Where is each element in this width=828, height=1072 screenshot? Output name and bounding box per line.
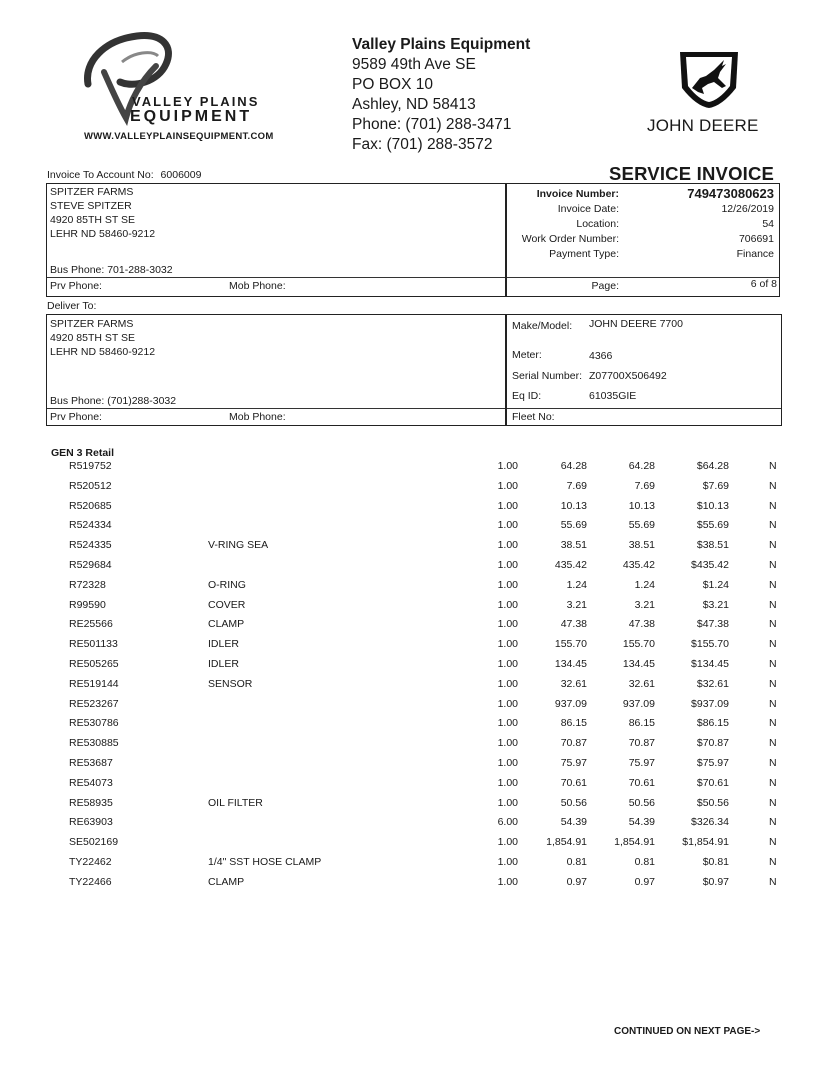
net-price: 155.70 [622,638,655,651]
unit-price: 3.21 [566,598,587,611]
item-quantity: 1.00 [497,796,518,809]
part-number: RE54073 [69,776,113,789]
tax-flag: N [769,875,777,888]
item-quantity: 1.00 [497,757,518,769]
tax-flag: N [769,836,777,849]
tax-flag: N [769,618,777,631]
serial-number-label: Serial Number: [512,370,583,382]
part-number: RE505265 [69,658,119,670]
meter-label: Meter: [512,349,542,361]
eq-id-label: Eq ID: [512,390,542,402]
deliver-to-prv-phone: Prv Phone: [50,411,102,423]
tax-flag: N [769,479,777,492]
table-row [0,658,828,678]
net-price: 50.56 [628,796,655,809]
extended-price: $64.28 [696,460,729,472]
payment-type-label: Payment Type: [549,248,619,260]
tax-flag: N [769,796,777,809]
part-number: RE519144 [69,677,119,690]
item-description: IDLER [208,658,239,670]
table-row [0,777,828,797]
extended-price: $1.24 [702,578,729,591]
item-quantity: 1.00 [497,856,518,868]
net-price: 47.38 [628,618,655,631]
bill-to-line-1: SPITZER FARMS [50,186,134,198]
invoice-number-label: Invoice Number: [536,188,619,200]
extended-price: $70.87 [696,737,729,750]
net-price: 75.97 [628,757,655,769]
location-value: 54 [762,218,774,230]
account-line [47,169,201,181]
net-price: 70.61 [628,776,655,789]
table-row [0,638,828,658]
bill-to-line-3: 4920 85TH ST SE [50,214,136,226]
net-price: 937.09 [622,697,655,710]
logo-line-1: VALLEY PLAINS [132,94,260,109]
table-row [0,500,828,520]
item-quantity: 1.00 [497,479,518,492]
tax-flag: N [769,816,777,829]
item-description: OIL FILTER [208,796,263,809]
part-number: R519752 [69,460,112,472]
table-row [0,579,828,599]
item-description: COVER [208,598,246,611]
tax-flag: N [769,677,777,690]
item-quantity: 1.00 [497,697,518,710]
item-quantity: 1.00 [497,836,518,849]
item-description: O-RING [208,578,246,591]
unit-price: 1,854.91 [546,836,587,849]
net-price: 55.69 [628,519,655,532]
extended-price: $86.15 [696,717,729,730]
deliver-to-box [46,314,506,426]
page-number: 6 of 8 [750,278,777,290]
unit-price: 10.13 [560,499,587,512]
extended-price: $3.21 [702,598,729,611]
john-deere-wordmark: JOHN DEERE [647,116,759,135]
unit-price: 54.39 [560,816,587,829]
unit-price: 75.97 [560,757,587,769]
item-quantity: 1.00 [497,875,518,888]
item-quantity: 1.00 [497,776,518,789]
make-model-label: Make/Model: [512,320,573,332]
table-row [0,757,828,777]
continued-note: CONTINUED ON NEXT PAGE-> [614,1026,761,1037]
net-price: 86.15 [628,717,655,730]
item-quantity: 1.00 [497,578,518,591]
tax-flag: N [769,598,777,611]
deliver-to-line-2: 4920 85TH ST SE [50,332,136,344]
extended-price: $10.13 [696,499,729,512]
bill-to-bus-phone: Bus Phone: 701-288-3032 [50,264,173,276]
part-number: SE502169 [69,836,119,849]
table-row [0,836,828,856]
dealer-address-line-1: 9589 49th Ave SE [352,56,476,73]
dealer-city: Ashley, ND 58413 [352,96,476,113]
bill-to-line-4: LEHR ND 58460-9212 [50,228,156,240]
bill-to-prv-phone: Prv Phone: [50,280,102,292]
dealer-website: WWW.VALLEYPLAINSEQUIPMENT.COM [84,131,274,142]
bill-to-mob-phone: Mob Phone: [229,280,286,292]
deliver-to-divider [47,408,505,409]
part-number: R72328 [69,578,106,591]
work-order-number: 706691 [738,233,774,245]
eq-id: 61035GIE [589,390,637,402]
part-number: TY22462 [69,856,112,868]
part-number: R99590 [69,598,106,611]
bill-to-line-2: STEVE SPITZER [50,200,132,212]
net-price: 54.39 [628,816,655,829]
unit-price: 38.51 [560,539,587,552]
table-row [0,559,828,579]
deer-badge-icon [674,48,744,110]
extended-price: $55.69 [696,519,729,532]
net-price: 435.42 [622,559,655,571]
part-number: R524334 [69,519,112,532]
section-label: GEN 3 Retail [51,447,115,459]
deliver-to-mob-phone: Mob Phone: [229,411,286,423]
unit-price: 32.61 [560,677,587,690]
item-quantity: 1.00 [497,460,518,472]
dealer-address-block [352,35,612,155]
tax-flag: N [769,460,777,472]
extended-price: $50.56 [696,796,729,809]
unit-price: 70.61 [560,776,587,789]
unit-price: 155.70 [554,638,587,651]
part-number: RE53687 [69,757,113,769]
part-number: RE501133 [69,638,118,651]
deliver-to-line-3: LEHR ND 58460-9212 [50,346,156,358]
extended-price: $155.70 [691,638,729,651]
item-quantity: 1.00 [497,658,518,670]
table-row [0,856,828,876]
net-price: 7.69 [634,479,655,492]
meter-value: 4366 [589,350,613,362]
location-label: Location: [576,218,619,230]
net-price: 10.13 [628,499,655,512]
unit-price: 0.81 [566,856,587,868]
net-price: 32.61 [628,677,655,690]
deliver-to-line-1: SPITZER FARMS [50,318,134,330]
logo-line-2: EQUIPMENT [130,108,253,125]
table-row [0,618,828,638]
item-quantity: 1.00 [497,499,518,512]
net-price: 1.24 [634,578,655,591]
extended-price: $75.97 [696,757,729,769]
extended-price: $0.97 [702,875,729,888]
unit-price: 134.45 [554,658,587,670]
net-price: 0.97 [634,875,655,888]
extended-price: $1,854.91 [682,836,729,849]
unit-price: 55.69 [560,519,587,532]
extended-price: $134.45 [691,658,729,670]
tax-flag: N [769,499,777,512]
table-row [0,460,828,480]
item-description: CLAMP [208,618,245,631]
make-model: JOHN DEERE 7700 [589,318,683,330]
fleet-no-label: Fleet No: [512,411,555,423]
invoice-title: SERVICE INVOICE [609,163,775,184]
unit-price: 64.28 [560,460,587,472]
table-row [0,816,828,836]
tax-flag: N [769,717,777,730]
item-quantity: 1.00 [497,677,518,690]
unit-price: 86.15 [560,717,587,730]
invoice-number: 749473080623 [687,186,774,201]
net-price: 38.51 [628,539,655,552]
item-description: SENSOR [208,677,253,690]
unit-price: 7.69 [566,479,587,492]
unit-price: 47.38 [560,618,587,631]
invoice-date-label: Invoice Date: [557,203,619,215]
equipment-divider [507,408,781,409]
item-quantity: 1.00 [497,618,518,631]
extended-price: $7.69 [702,479,729,492]
net-price: 64.28 [628,460,655,472]
dealer-address-line-2: PO BOX 10 [352,76,433,93]
extended-price: $326.34 [691,816,729,829]
bill-to-divider [47,277,505,278]
part-number: R520685 [69,499,112,512]
tax-flag: N [769,856,777,868]
dealer-fax: Fax: (701) 288-3572 [352,136,493,153]
item-quantity: 1.00 [497,638,518,651]
part-number: RE25566 [69,618,113,631]
account-number: 6006009 [160,169,202,181]
table-row [0,480,828,500]
net-price: 1,854.91 [614,836,655,849]
account-label: Invoice To Account No: [47,169,154,181]
table-row [0,539,828,559]
serial-number: Z07700X506492 [589,370,667,382]
tax-flag: N [769,519,777,532]
net-price: 0.81 [634,856,655,868]
tax-flag: N [769,757,777,769]
extended-price: $937.09 [691,697,729,710]
extended-price: $435.42 [691,559,729,571]
dealer-logo [82,32,282,144]
item-description: 1/4" SST HOSE CLAMP [208,856,322,868]
invoice-details-divider [507,277,779,278]
tax-flag: N [769,737,777,750]
table-row [0,519,828,539]
table-row [0,678,828,698]
invoice-date: 12/26/2019 [721,203,774,215]
table-row [0,717,828,737]
table-row [0,599,828,619]
part-number: RE530786 [69,717,119,730]
tax-flag: N [769,776,777,789]
unit-price: 70.87 [560,737,587,750]
part-number: RE58935 [69,796,113,809]
dealer-name: Valley Plains Equipment [352,36,531,53]
tax-flag: N [769,578,777,591]
part-number: RE523267 [69,697,119,710]
unit-price: 1.24 [566,578,587,591]
unit-price: 435.42 [554,559,587,571]
tax-flag: N [769,638,777,651]
page-label: Page: [591,280,619,292]
unit-price: 0.97 [566,875,587,888]
item-quantity: 1.00 [497,598,518,611]
extended-price: $0.81 [702,856,729,868]
part-number: R524335 [69,539,112,552]
work-order-label: Work Order Number: [521,233,619,245]
tax-flag: N [769,697,777,710]
deliver-to-bus-phone: Bus Phone: (701)288-3032 [50,395,177,407]
extended-price: $38.51 [696,539,729,552]
item-description: CLAMP [208,875,245,888]
net-price: 70.87 [628,737,655,750]
item-description: IDLER [208,638,239,651]
part-number: RE63903 [69,816,113,829]
item-quantity: 1.00 [497,519,518,532]
item-quantity: 1.00 [497,559,518,571]
item-quantity: 1.00 [497,539,518,552]
unit-price: 937.09 [554,697,587,710]
unit-price: 50.56 [560,796,587,809]
tax-flag: N [769,559,777,571]
table-row [0,737,828,757]
extended-price: $70.61 [696,776,729,789]
tax-flag: N [769,539,777,552]
part-number: R520512 [69,479,112,492]
table-row [0,876,828,896]
part-number: TY22466 [69,875,112,888]
deliver-to-label: Deliver To: [47,300,97,312]
extended-price: $32.61 [696,677,729,690]
tax-flag: N [769,658,777,670]
payment-type: Finance [736,248,774,260]
net-price: 3.21 [634,598,655,611]
net-price: 134.45 [622,658,655,670]
item-quantity: 1.00 [497,737,518,750]
dealer-phone: Phone: (701) 288-3471 [352,116,512,133]
item-description: V-RING SEA [208,539,269,552]
part-number: R529684 [69,559,112,571]
item-quantity: 6.00 [497,816,518,829]
table-row [0,797,828,817]
item-quantity: 1.00 [497,717,518,730]
table-row [0,698,828,718]
part-number: RE530885 [69,737,119,750]
extended-price: $47.38 [696,618,729,631]
